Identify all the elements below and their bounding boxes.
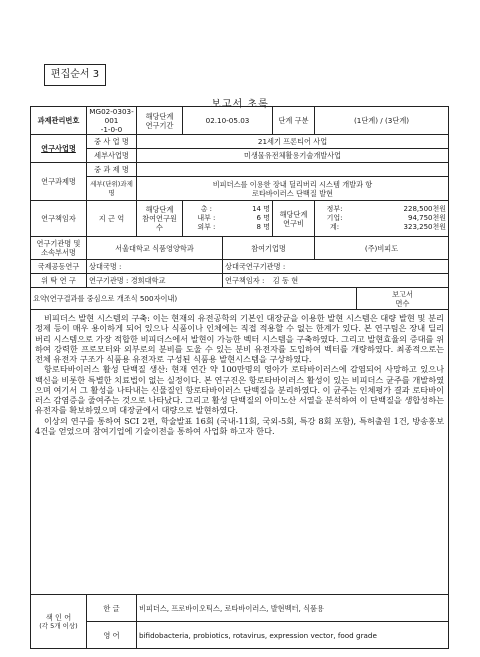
researchers-label-line1: 해당단계	[145, 205, 174, 214]
cost-values	[315, 201, 449, 237]
project-mid-value	[137, 163, 449, 177]
management-row	[31, 107, 449, 135]
intl-row	[31, 260, 449, 274]
summary-body-row	[31, 310, 449, 595]
program-sub-row	[31, 149, 449, 163]
keywords-english-value: bifidobacteria, probiotics, rotavirus, expression vector, food grade	[137, 622, 449, 649]
pages-label	[357, 288, 449, 310]
keywords-english-label: 영 어	[87, 622, 137, 649]
cost-label-line1: 해당단계	[279, 209, 308, 219]
period-label-line2: 연구기간	[145, 120, 174, 130]
lead-row	[31, 201, 449, 237]
sum-value: 323,250천원	[403, 222, 447, 231]
program-sub-label: 세부사업명	[87, 149, 137, 163]
lead-label: 연구책임자	[31, 201, 87, 237]
project-detail-row	[31, 177, 449, 201]
edit-order-label: 편집순서 3	[44, 64, 106, 86]
project-detail-line2: 로타바이러스 단백질 발현	[252, 188, 333, 198]
cost-label-line2: 연구비	[283, 218, 304, 228]
project-mid-label: 중 과 제 명	[87, 163, 137, 177]
stage-value: (1단계) / (3단계)	[315, 107, 449, 135]
internal-label: 내부 :	[197, 214, 216, 223]
summary-heading: 요약(연구결과를 중심으로 개조식 500자이내)	[31, 288, 357, 310]
institution-row	[31, 237, 449, 260]
intl-partner-inst-label: 상대국연구기관명 :	[223, 260, 449, 274]
period-value: 02.10-05.03	[183, 107, 273, 135]
mgmt-number-label: 과제관리번호	[31, 107, 87, 135]
partner-value: (주)비피도	[315, 237, 449, 260]
corp-value: 94,750천원	[407, 214, 447, 223]
sum-label: 계:	[329, 222, 340, 231]
mgmt-number-line2: -1-0-0	[100, 125, 123, 134]
institution-value: 서울대학교 식품영양학과	[87, 237, 223, 260]
period-label	[137, 107, 183, 135]
project-detail-value	[137, 177, 449, 201]
program-label: 연구사업명	[31, 135, 87, 163]
pages-label-line2: 면수	[395, 298, 410, 308]
lead-name: 지 근 억	[87, 201, 137, 237]
project-mid-row	[31, 163, 449, 177]
project-detail-label: 세부(단위)과제명	[87, 177, 137, 201]
keywords-label-line1: 색 인 어	[45, 612, 72, 622]
institution-label-line1: 연구기관명 및	[36, 239, 81, 248]
institution-label	[31, 237, 87, 260]
keywords-korean-row	[31, 595, 449, 622]
researchers-label	[137, 201, 183, 237]
summary-body	[31, 310, 449, 595]
keywords-english-row	[31, 622, 449, 649]
partner-label: 참여기업명	[223, 237, 315, 260]
internal-value: 6 명	[256, 214, 270, 223]
keywords-label	[31, 595, 87, 649]
report-abstract-table	[30, 106, 449, 649]
program-sub-value: 미생물유전체활용기술개발사업	[137, 149, 449, 163]
program-main-label: 중 사 업 명	[87, 135, 137, 149]
summary-paragraph: 비피더스 발현 시스템의 구축: 이는 현재의 유전공학의 기본인 대장균을 이용한 발현 시스템은 대량 발현 및 분리 정제 등이 매우 용이하게 되어 있으나 식품이나 인체에는 직접 적용할 수 없는 한계가 있다. 본 연구팀은 장내 딜리버리 시스템으로 가장 적합한 비피더스에서 발현이 가능한 벡터 시스템을 구축하였다. 그리고 발현효율의 증대를 위하여 강력한 프로모터와 외부로의 분비를 도울 수 있는 분비 유전자를 도입하여 벡터를 개량하였다. 최종적으로는 전체 유전자 구조가 식품용 유전자로 구성된 식품용 발현시스템을 구상하였다.	[35, 313, 445, 364]
delegate-label: 위 탁 연 구	[31, 274, 87, 288]
summary-paragraph: 이상의 연구를 통하여 SCI 2편, 학술발표 16회 (국내-11회, 국외-5회, 특강 8회 포함), 특허출원 1건, 방송홍보 4건을 얻었으며 참여기업에 기술이전을 통하여 사업화 하고자 한다.	[35, 415, 445, 436]
project-label: 연구과제명	[31, 163, 87, 201]
researchers-counts	[183, 201, 273, 237]
document-title: 보고서 초록	[211, 99, 269, 110]
delegate-lead-value: 김 동 현	[272, 276, 299, 285]
mgmt-number-line1: MG02-0303-001	[89, 107, 134, 125]
delegate-row	[31, 274, 449, 288]
program-main-value: 21세기 프론티어 사업	[137, 135, 449, 149]
gov-value: 228,500천원	[403, 205, 447, 214]
researchers-label-line2: 참여연구원수	[142, 214, 177, 232]
keywords-korean-label: 한 글	[87, 595, 137, 622]
corp-label: 기업:	[326, 214, 343, 223]
cost-label	[273, 201, 315, 237]
keywords-korean-value: 비피더스, 프로바이오틱스, 로타바이러스, 발현벡터, 식품용	[137, 595, 449, 622]
gov-label: 정부:	[326, 205, 343, 214]
mgmt-number-value	[87, 107, 137, 135]
delegate-inst: 연구기관명 : 경희대학교	[87, 274, 223, 288]
delegate-lead-label: 연구책임자 :	[225, 276, 265, 285]
program-main-row	[31, 135, 449, 149]
external-value: 8 명	[256, 222, 270, 231]
external-label: 외부 :	[197, 222, 216, 231]
stage-label: 단계 구분	[273, 107, 315, 135]
keywords-label-line2: (각 5개 이상)	[39, 621, 78, 630]
pages-label-line1: 보고서	[392, 289, 413, 299]
delegate-lead	[223, 274, 449, 288]
summary-header-row	[31, 288, 449, 310]
institution-label-line2: 소속부서명	[41, 248, 76, 257]
project-detail-line1: 비피더스를 이용한 장내 딜리버리 시스템 개발과 항	[212, 179, 373, 189]
total-label: 총 :	[200, 205, 213, 214]
period-label-line1: 해당단계	[145, 111, 174, 121]
summary-paragraph: 항로타바이러스 활성 단백질 생산: 현재 연간 약 100만명의 영아가 로타바이러스에 감염되어 사망하고 있으나 백신을 비롯한 특별한 치료법이 없는 실정이다. 본 연구진은 항로타바이러스 활성이 있는 비피더스 균주를 개발하였으며 여기서 그 활성을 나타내는 신물질인 항로타바이러스 단백질을 분리하였다. 이 균주는 인체평가 결과 로타바이러스 감염증을 줄여주는 것으로 나타났다. 그리고 활성 단백질의 아미노산 서열을 분석하여 이 단백질을 생합성하는 유전자를 확보하였으며 대장균에서 대량으로 발현하였다.	[35, 364, 445, 416]
total-value: 14 명	[252, 205, 270, 214]
intl-label: 국제공동연구	[31, 260, 87, 274]
intl-partner-label: 상대국명 :	[87, 260, 223, 274]
